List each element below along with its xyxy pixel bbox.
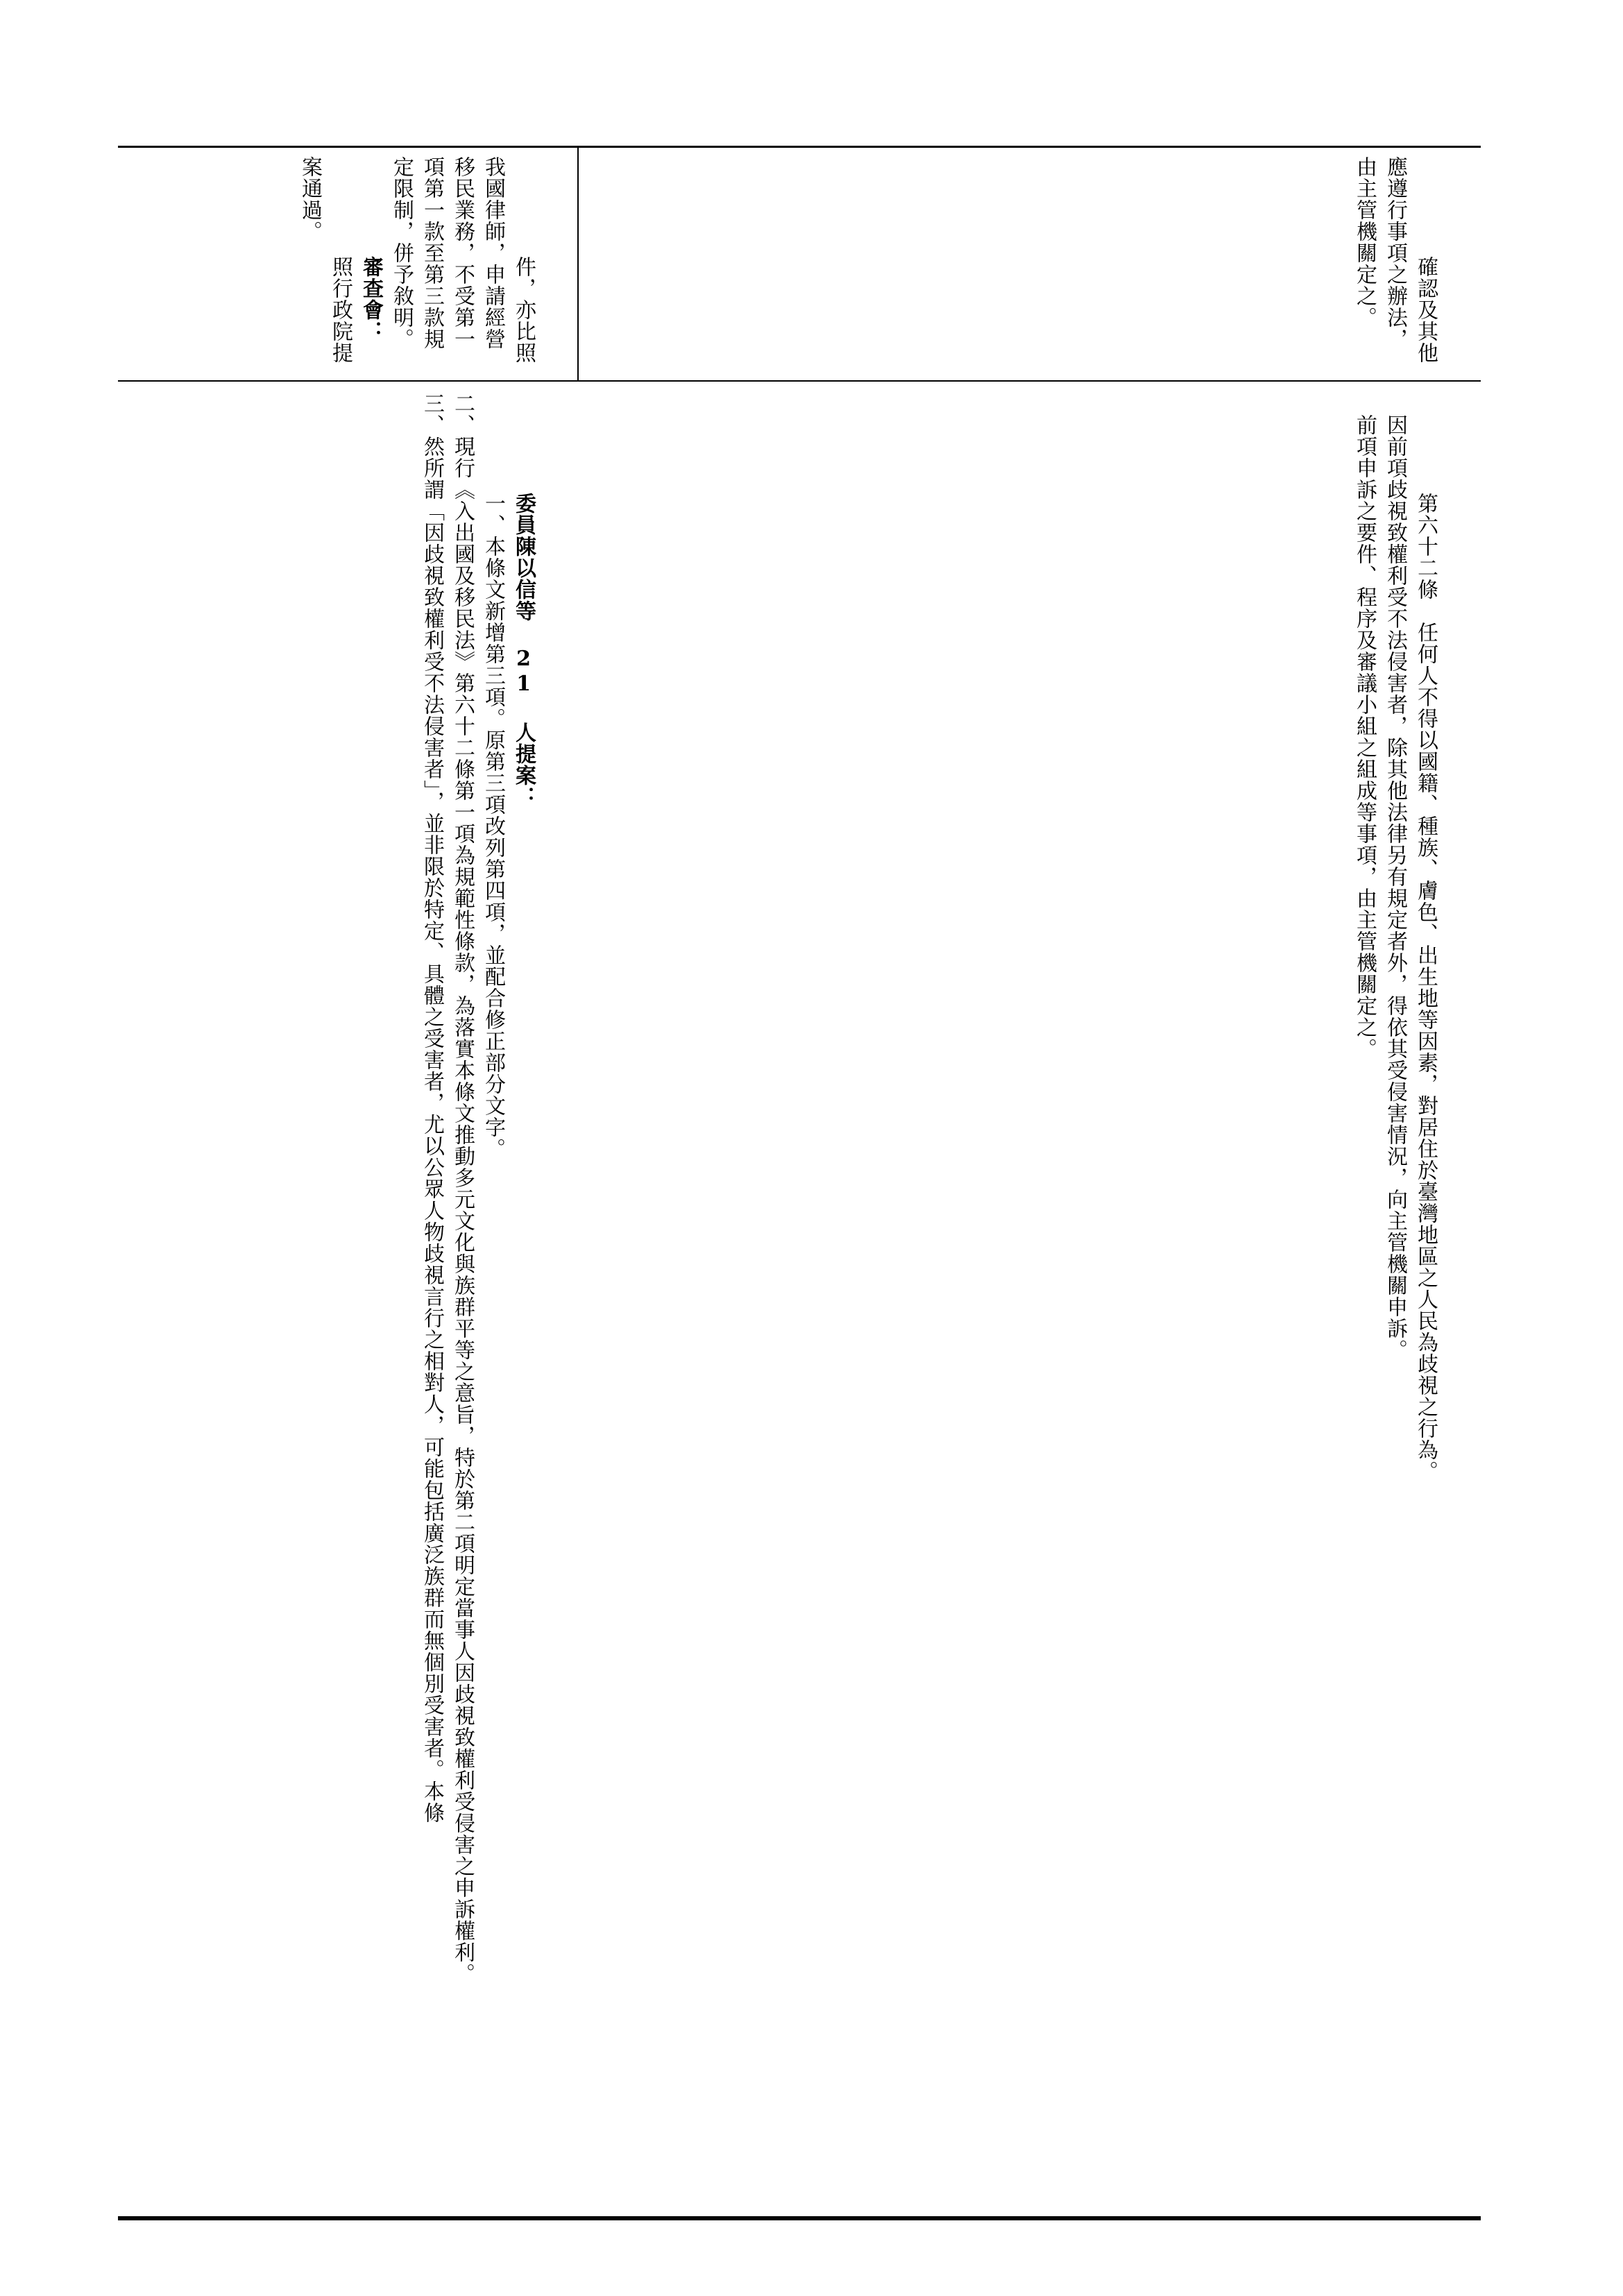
row1-col2-cell xyxy=(583,151,1478,373)
row1-col1-text: 件，亦比照我國律師，申請經營移民業務，不受第一項第一款至第三款規定限制，併予敘明。 xyxy=(389,156,536,364)
row1-col2-text: 確認及其他應遵行事項之辦法，由主管機關定之。 xyxy=(1352,156,1438,364)
row1-col1-heading: 審查會： xyxy=(359,256,383,342)
row2-col1-heading: 委員陳以信等 21 人提案： xyxy=(511,493,536,808)
row1-col1-cell xyxy=(125,151,576,373)
row2-col1-body: 一、本條文新增第三項。原第三項改列第四項，並配合修正部分文字。 二、現行《入出國及移民法》第六十二條第一項為規範性條款，為落實本條文推動多元文化與族群平等之意旨，特於第二項明定當事人因歧視致權利受侵害之申訴權利。 三、然所謂「因歧視致權利受不法侵害者」，並非限於特定、具體之受害者，尤以公眾人物歧視言行之相對人，可能包括廣泛族群而無個別受害者。本條 xyxy=(420,393,505,1984)
row2-col2-cell xyxy=(583,387,1478,2212)
column-divider xyxy=(577,148,579,380)
comparison-table xyxy=(118,146,1481,2220)
row2-col1-cell xyxy=(125,387,576,2212)
row-divider xyxy=(118,380,1481,382)
row1-col1-tail: 照行政院提案通過。 xyxy=(298,156,352,364)
row2-col2-text: 第六十二條 任何人不得以國籍、種族、膚色、出生地等因素，對居住於臺灣地區之人民為歧視之行為。 因前項歧視致權利受不法侵害者，除其他法律另有規定者外，得依其受侵害情況，向主管機關申訴。 前項申訴之要件、程序及審議小組之組成等事項，由主管機關定之。 xyxy=(1352,414,1438,1482)
